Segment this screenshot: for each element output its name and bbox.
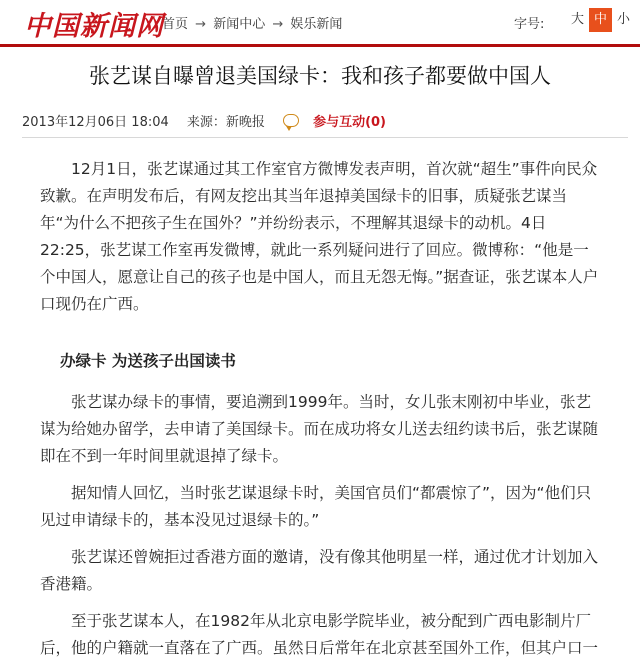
title-divider xyxy=(22,137,628,138)
font-size-large-button[interactable]: 大 xyxy=(570,12,584,27)
article-date: 2013年12月06日 18:04 xyxy=(22,115,169,130)
article-body xyxy=(40,156,600,662)
site-header xyxy=(0,0,640,47)
article-source: 来源：新晚报 xyxy=(186,115,265,130)
site-logo[interactable]: 中国新闻网 xyxy=(24,11,164,42)
article-paragraph: 张艺谋办绿卡的事情，要追溯到1999年。当时，女儿张末刚初中毕业，张艺谋为给她办留学，去申请了美国绿卡。而在成功将女儿送去纽约读书后，张艺谋随即在不到一年时间里就退掉了绿卡。 xyxy=(40,393,599,465)
article-subheading: 办绿卡 为送孩子出国读书 xyxy=(60,352,236,370)
breadcrumb-separator: → xyxy=(195,17,207,32)
interact-label: 参与互动(0) xyxy=(313,115,386,130)
font-size-control xyxy=(514,12,630,32)
breadcrumb-news-center[interactable]: 新闻中心 xyxy=(213,17,266,32)
breadcrumb-home[interactable]: 首页 xyxy=(162,17,189,32)
font-size-small-button[interactable]: 小 xyxy=(616,12,630,27)
font-size-medium-button[interactable]: 中 xyxy=(589,8,612,32)
article-paragraph: 据知情人回忆，当时张艺谋退绿卡时，美国官员们“都震惊了”，因为“他们只见过申请绿卡的，基本没见过退绿卡的。” xyxy=(40,484,592,529)
article-paragraph: 至于张艺谋本人，在1982年从北京电影学院毕业，被分配到广西电影制片厂后，他的户籍就一直落在了广西。虽然日后常年在北京甚至国外工作，但其户口一 xyxy=(40,612,599,657)
comment-bubble-icon xyxy=(283,114,299,127)
interact-link[interactable] xyxy=(283,111,400,130)
breadcrumb xyxy=(162,13,342,32)
breadcrumb-separator: → xyxy=(272,17,284,32)
font-size-label: 字号: xyxy=(514,17,545,32)
article-paragraph: 12月1日，张艺谋通过其工作室官方微博发表声明，首次就“超生”事件向民众致歉。在声明发布后，有网友挖出其当年退掉美国绿卡的旧事，质疑张艺谋当年“为什么不把孩子生在国外？”并纷纷表示，不理解其退绿卡的动机。4日22:25，张艺谋工作室再发微博，就此一系列疑问进行了回应。微博称：“他是一个中国人，愿意让自己的孩子也是中国人，而且无怨无悔。”据查证，张艺谋本人户口现仍在广西。 xyxy=(40,160,599,313)
article-paragraph: 张艺谋还曾婉拒过香港方面的邀请，没有像其他明星一样，通过优才计划加入香港籍。 xyxy=(40,548,599,593)
breadcrumb-entertainment[interactable]: 娱乐新闻 xyxy=(290,17,343,32)
article-meta xyxy=(22,111,414,130)
article-title: 张艺谋自曝曾退美国绿卡：我和孩子都要做中国人 xyxy=(89,64,551,88)
